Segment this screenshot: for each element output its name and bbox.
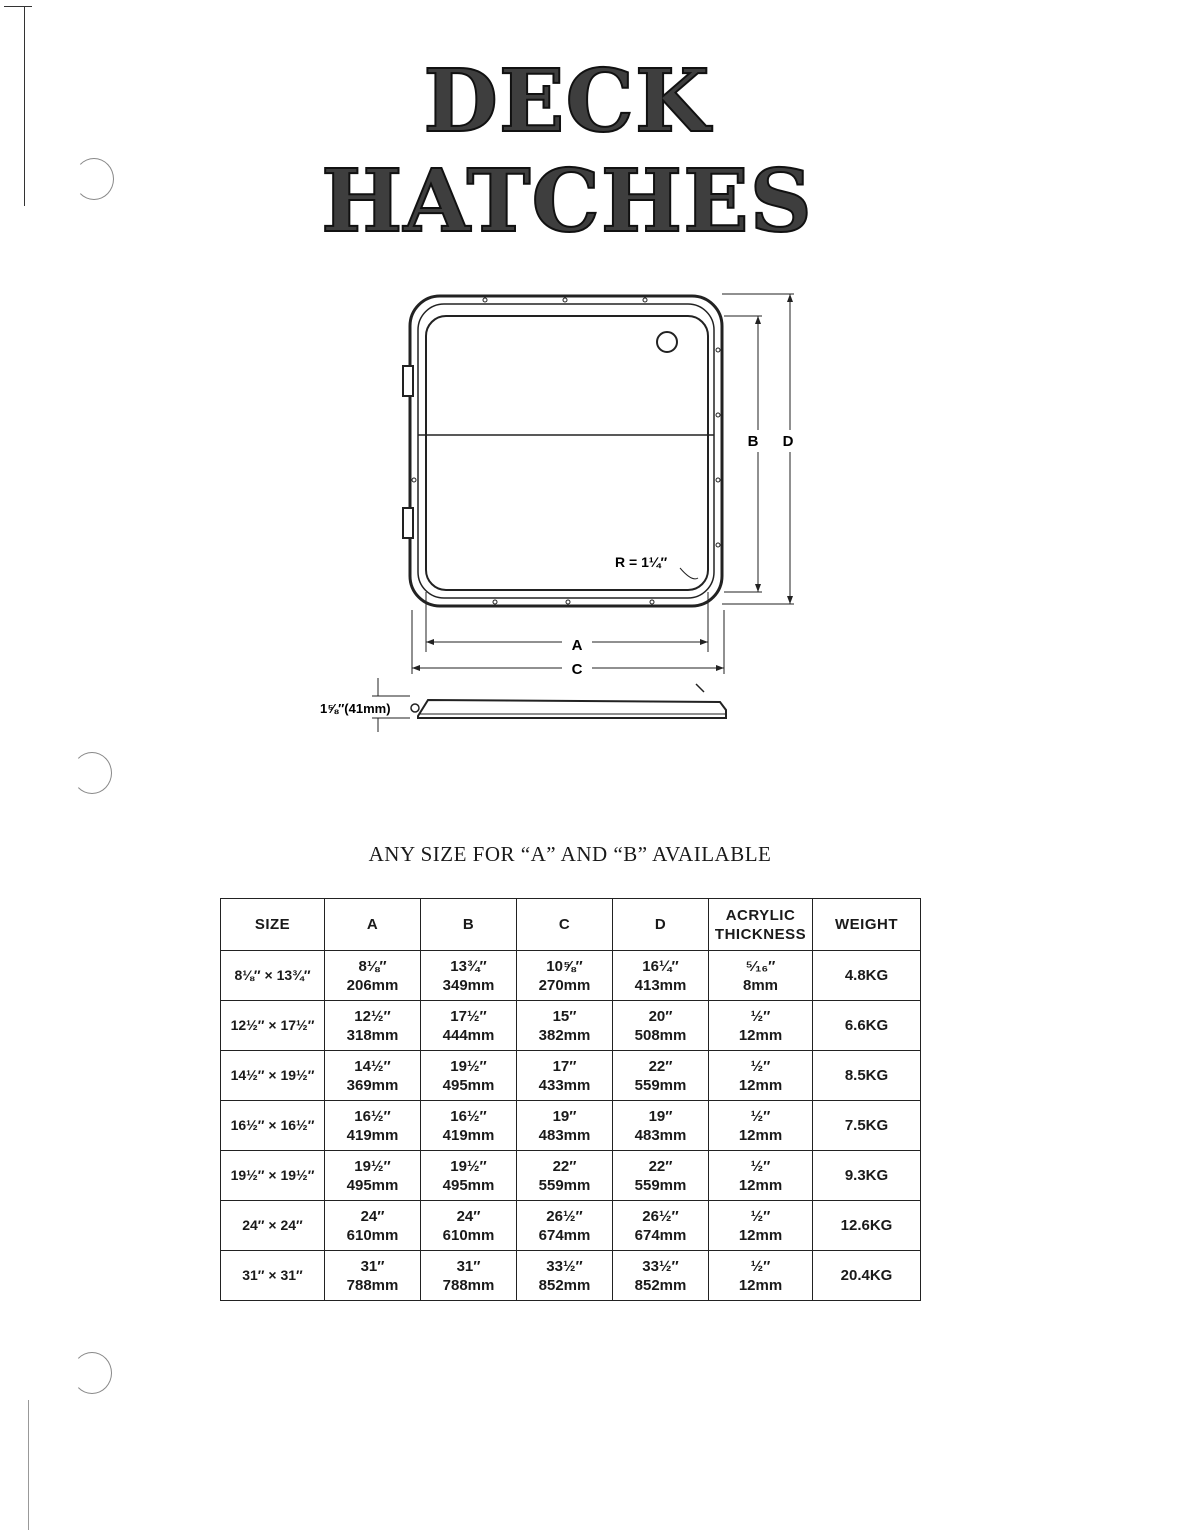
header-c: C	[517, 899, 613, 951]
cell-weight: 12.6KG	[813, 1201, 921, 1251]
cell-weight: 4.8KG	[813, 951, 921, 1001]
screw-hole	[650, 600, 654, 604]
cell-c: 26½″ 674mm	[517, 1201, 613, 1251]
table-row	[221, 1051, 921, 1101]
header-b: B	[421, 899, 517, 951]
availability-note: ANY SIZE FOR “A” AND “B” AVAILABLE	[368, 842, 772, 866]
label-height: 1⅝″(41mm)	[320, 701, 391, 716]
cell-a: 24″ 610mm	[325, 1201, 421, 1251]
screw-hole	[716, 543, 720, 547]
margin-rule-top	[4, 6, 32, 7]
label-d: D	[782, 433, 794, 450]
cell-c: 15″ 382mm	[517, 1001, 613, 1051]
header-acrylic-thickness: ACRYLIC THICKNESS	[709, 899, 813, 951]
cell-d: 26½″ 674mm	[613, 1201, 709, 1251]
cell-a: 16½″ 419mm	[325, 1101, 421, 1151]
screw-hole	[716, 478, 720, 482]
cell-b: 19½″ 495mm	[421, 1051, 517, 1101]
table-row	[221, 1001, 921, 1051]
cell-thickness: ⁵⁄₁₆″ 8mm	[709, 951, 813, 1001]
cell-weight: 8.5KG	[813, 1051, 921, 1101]
table-row	[221, 1201, 921, 1251]
screw-hole	[483, 298, 487, 302]
punch-hole	[72, 1352, 112, 1394]
cell-thickness: ½″ 12mm	[709, 1101, 813, 1151]
cell-thickness: ½″ 12mm	[709, 1201, 813, 1251]
cell-b: 16½″ 419mm	[421, 1101, 517, 1151]
cell-thickness: ½″ 12mm	[709, 1151, 813, 1201]
label-a: A	[571, 637, 583, 654]
cell-size: 31″ × 31″	[221, 1251, 325, 1301]
screw-hole	[563, 298, 567, 302]
hatch-side-profile	[418, 700, 726, 718]
cell-b: 13¾″ 349mm	[421, 951, 517, 1001]
hatch-lens	[426, 316, 708, 590]
hatch-outer-frame	[410, 296, 722, 606]
margin-rule-lower	[28, 1400, 29, 1530]
hatch-drawing	[300, 280, 820, 740]
cell-c: 10⅝″ 270mm	[517, 951, 613, 1001]
cell-d: 20″ 508mm	[613, 1001, 709, 1051]
screw-hole	[566, 600, 570, 604]
cell-a: 8⅛″ 206mm	[325, 951, 421, 1001]
label-c: C	[571, 661, 583, 678]
cell-weight: 20.4KG	[813, 1251, 921, 1301]
screw-hole	[716, 413, 720, 417]
cell-size: 14½″ × 19½″	[221, 1051, 325, 1101]
cell-b: 24″ 610mm	[421, 1201, 517, 1251]
cell-a: 12½″ 318mm	[325, 1001, 421, 1051]
cell-size: 24″ × 24″	[221, 1201, 325, 1251]
punch-hole	[74, 158, 114, 200]
cell-b: 17½″ 444mm	[421, 1001, 517, 1051]
screw-hole	[493, 600, 497, 604]
cell-size: 16½″ × 16½″	[221, 1101, 325, 1151]
cell-thickness: ½″ 12mm	[709, 1251, 813, 1301]
screw-hole	[716, 348, 720, 352]
header-weight: WEIGHT	[813, 899, 921, 951]
margin-rule	[24, 6, 25, 206]
cell-weight: 9.3KG	[813, 1151, 921, 1201]
cell-weight: 7.5KG	[813, 1101, 921, 1151]
header-d: D	[613, 899, 709, 951]
screw-hole	[643, 298, 647, 302]
cell-d: 16¼″ 413mm	[613, 951, 709, 1001]
punch-hole	[72, 752, 112, 794]
size-table	[220, 898, 921, 1301]
cell-thickness: ½″ 12mm	[709, 1001, 813, 1051]
hinge	[403, 366, 413, 396]
cell-thickness: ½″ 12mm	[709, 1051, 813, 1101]
table-row	[221, 1251, 921, 1301]
page-title: DECK HATCHES	[321, 51, 813, 252]
table-row	[221, 951, 921, 1001]
table-header-row	[221, 899, 921, 951]
screw-hole	[412, 478, 416, 482]
cell-b: 31″ 788mm	[421, 1251, 517, 1301]
cell-d: 22″ 559mm	[613, 1151, 709, 1201]
label-radius: R = 1¼″	[615, 554, 668, 570]
radius-leader	[680, 568, 698, 579]
cell-a: 31″ 788mm	[325, 1251, 421, 1301]
cell-b: 19½″ 495mm	[421, 1151, 517, 1201]
header-a: A	[325, 899, 421, 951]
header-size: SIZE	[221, 899, 325, 951]
cell-d: 33½″ 852mm	[613, 1251, 709, 1301]
cell-weight: 6.6KG	[813, 1001, 921, 1051]
cell-c: 33½″ 852mm	[517, 1251, 613, 1301]
handle-knob	[657, 332, 677, 352]
hatch-frame-inner-edge	[418, 304, 714, 598]
cell-a: 19½″ 495mm	[325, 1151, 421, 1201]
cell-c: 22″ 559mm	[517, 1151, 613, 1201]
cell-c: 19″ 483mm	[517, 1101, 613, 1151]
cell-size: 8⅛″ × 13¾″	[221, 951, 325, 1001]
cell-size: 19½″ × 19½″	[221, 1151, 325, 1201]
table-row	[221, 1151, 921, 1201]
cell-d: 19″ 483mm	[613, 1101, 709, 1151]
table-row	[221, 1101, 921, 1151]
label-b: B	[747, 433, 759, 450]
cell-a: 14½″ 369mm	[325, 1051, 421, 1101]
cell-d: 22″ 559mm	[613, 1051, 709, 1101]
hinge	[403, 508, 413, 538]
cell-size: 12½″ × 17½″	[221, 1001, 325, 1051]
cell-c: 17″ 433mm	[517, 1051, 613, 1101]
